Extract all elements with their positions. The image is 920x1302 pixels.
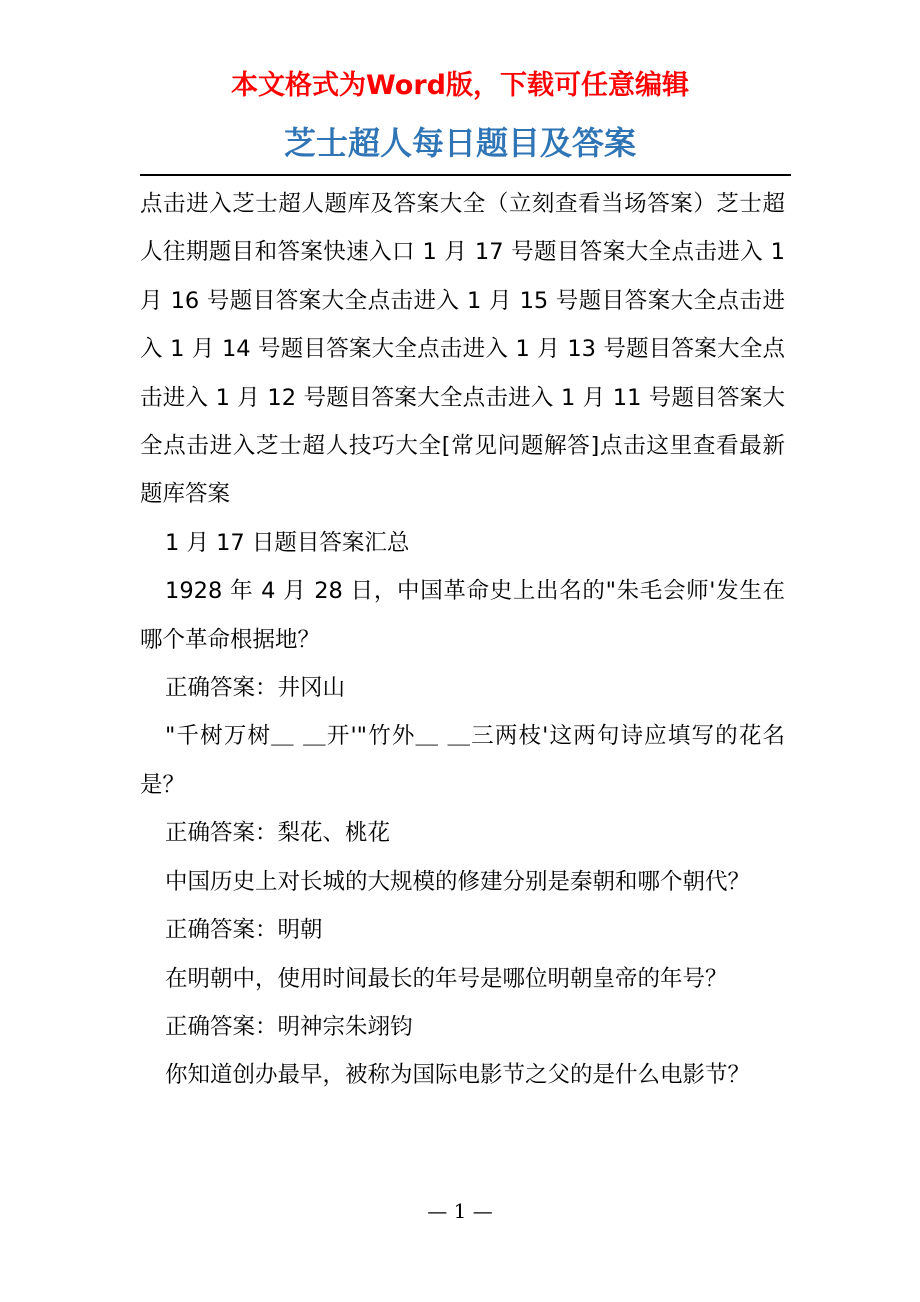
question-4: 在明朝中，使用时间最长的年号是哪位明朝皇帝的年号？	[165, 965, 728, 992]
intro-links-paragraph: 点击进入芝士超人题库及答案大全（立刻查看当场答案）芝士超人往期题目和答案快速入口 1 月 17 号题目答案大全点击进入 1 月 16 号题目答案大全点击进入 1 月 15 号题目答案大全点击进入 1 月 14 号题目答案大全点击进入 1 月 13 号题目答案大全点击进入 1 月 12 号题目答案大全点击进入 1 月 11 号题目答案大全点击进入芝士超人技巧大全[常见问题解答]点击这里查看最新题库答案	[140, 191, 785, 508]
answer-1: 正确答案：井冈山	[165, 675, 346, 702]
answer-3: 正确答案：明朝	[165, 917, 323, 944]
question-5: 你知道创办最早，被称为国际电影节之父的是什么电影节？	[165, 1062, 751, 1089]
format-notice-banner: 本文格式为Word版，下载可任意编辑	[230, 70, 689, 101]
answer-2: 正确答案：梨花、桃花	[165, 820, 391, 847]
document-title: 芝士超人每日题目及答案	[283, 124, 636, 162]
section-heading: 1 月 17 日题目答案汇总	[165, 529, 410, 556]
answer-4: 正确答案：明神宗朱翊钧	[165, 1013, 413, 1040]
document-body	[140, 180, 785, 1100]
page-number: — 1 —	[427, 1199, 493, 1223]
question-2: "千树万树＿ ＿开'"竹外＿ ＿三两枝'这两句诗应填写的花名是？	[140, 723, 785, 798]
question-1: 1928 年 4 月 28 日，中国革命史上出名的"朱毛会师'发生在哪个革命根据地？	[140, 578, 785, 653]
question-3: 中国历史上对长城的大规模的修建分别是秦朝和哪个朝代？	[165, 868, 751, 895]
title-divider	[140, 174, 791, 176]
